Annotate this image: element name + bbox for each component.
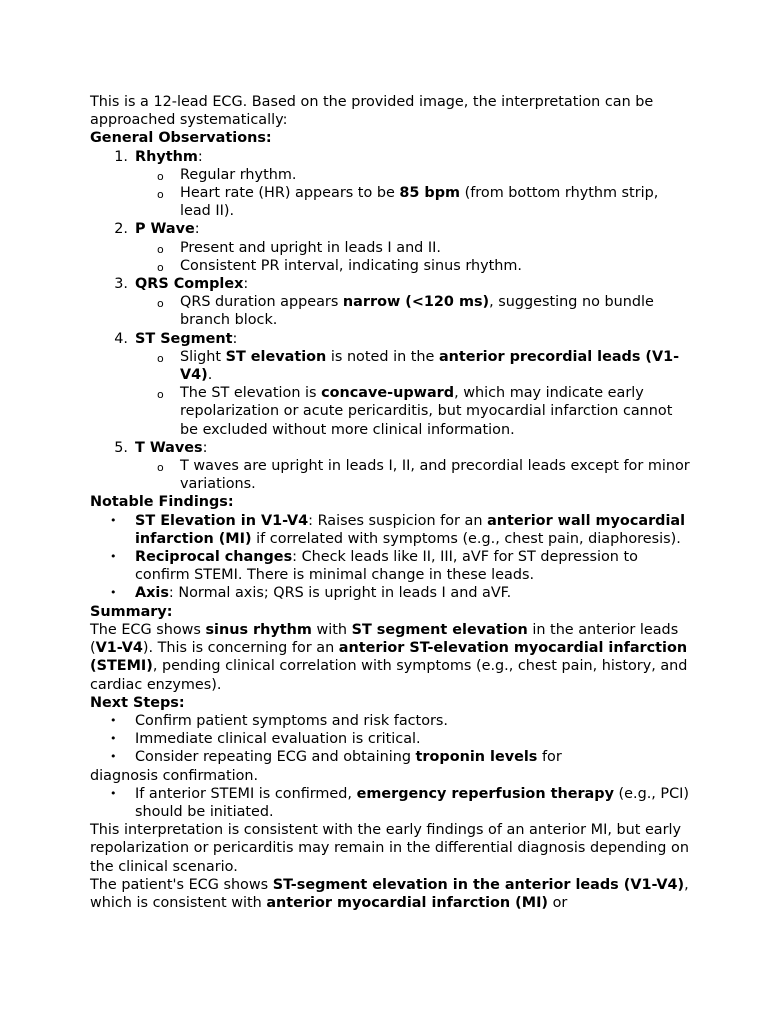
bold-text: ST Elevation in V1-V4 — [135, 512, 309, 529]
observation-detail-list — [135, 348, 690, 439]
list-number: 2. — [114, 221, 128, 238]
text-run: if correlated with symptoms (e.g., chest pain, diaphoresis). — [251, 530, 681, 547]
list-item — [90, 785, 690, 821]
observation-title: Rhythm — [135, 148, 198, 165]
observation-detail — [135, 384, 690, 439]
bold-text: V1-V4 — [95, 640, 143, 657]
text-run: (e.g., PCI) should be initiated. — [135, 785, 690, 820]
observation-detail-list — [135, 293, 690, 329]
circle-bullet-icon: o — [157, 242, 164, 256]
next-steps-list-continued — [90, 785, 690, 821]
intro-paragraph: This is a 12-lead ECG. Based on the provided image, the interpretation can be approached systematically: — [90, 94, 654, 129]
bold-text: Axis — [135, 585, 169, 602]
text-run: : Check leads like II, III, aVF for ST depression to confirm STEMI. There is minimal change in these leads. — [135, 549, 638, 584]
bullet-icon: • — [110, 786, 117, 800]
bold-text: sinus rhythm — [205, 621, 312, 638]
closing-paragraph: This interpretation is consistent with the early findings of an anterior MI, but early repolarization or pericarditis may remain in the differential diagnosis depending on the clinical scenario. — [90, 822, 689, 875]
observation-detail — [135, 457, 690, 493]
bullet-icon: • — [110, 513, 117, 527]
observation-detail — [135, 257, 690, 275]
text-run: Consistent PR interval, indicating sinus rhythm. — [180, 257, 522, 274]
circle-bullet-icon: o — [157, 388, 164, 402]
text-run: is noted in the — [326, 348, 439, 365]
general-observations-heading: General Observations: — [90, 130, 272, 147]
circle-bullet-icon: o — [157, 260, 164, 274]
text-run: : Normal axis; QRS is upright in leads I and aVF. — [168, 585, 512, 602]
next-step-consider-text — [110, 748, 562, 766]
list-item — [90, 712, 690, 730]
observation-detail — [135, 239, 690, 257]
bold-text: emergency reperfusion therapy — [356, 785, 614, 802]
bold-text: ST elevation — [225, 348, 327, 365]
text-run: Present and upright in leads I and II. — [180, 239, 441, 256]
bullet-icon: • — [110, 713, 117, 727]
observation-item: 2. P Wave: o Present and upright in leads I and II. o Consistent PR interval, indicating sinus rhythm. — [90, 220, 690, 275]
bold-text: anterior myocardial infarction (MI) — [266, 894, 549, 911]
list-item — [90, 584, 690, 602]
notable-findings-heading: Notable Findings: — [90, 494, 234, 511]
list-item — [90, 512, 690, 548]
observation-detail-list — [135, 166, 690, 221]
observation-detail — [135, 348, 690, 384]
text-run: : Raises suspicion for an — [308, 512, 488, 529]
text-run: for — [537, 749, 562, 766]
circle-bullet-icon: o — [157, 188, 164, 202]
text-run: The ECG shows — [90, 621, 206, 638]
text-run: The ST elevation is — [180, 385, 322, 402]
text-run: . — [207, 367, 213, 384]
list-number: 4. — [114, 330, 128, 347]
text-run: or — [548, 894, 568, 911]
observation-title: T Waves — [135, 439, 203, 456]
text-run: Regular rhythm. — [180, 166, 297, 183]
bold-text: ST-segment elevation in the anterior leads (V1-V4) — [272, 876, 685, 893]
text-run: If anterior STEMI is confirmed, — [135, 785, 357, 802]
notable-findings-list — [90, 512, 690, 603]
text-run: Confirm patient symptoms and risk factors. — [135, 712, 448, 729]
text-run: , which may indicate early repolarization or acute pericarditis, but myocardial infarction cannot be excluded without more clinical information. — [180, 385, 673, 438]
text-run: , suggesting no bundle branch block. — [180, 294, 654, 329]
document-body — [90, 93, 690, 912]
bold-text: Reciprocal changes — [135, 549, 293, 566]
bullet-icon: • — [110, 732, 117, 746]
list-item — [90, 730, 690, 748]
text-run: T waves are upright in leads I, II, and precordial leads except for minor variations. — [180, 458, 690, 493]
text-run: with — [311, 621, 352, 638]
text-run: (from bottom rhythm strip, lead II). — [180, 185, 659, 220]
text-run: , pending clinical correlation with symptoms (e.g., chest pain, history, and cardiac enzymes). — [90, 658, 688, 693]
next-steps-list — [90, 712, 690, 748]
bold-text: ST segment elevation — [351, 621, 528, 638]
next-step-consider-continuation: diagnosis confirmation. — [90, 767, 259, 784]
text-run: Heart rate (HR) appears to be — [180, 185, 400, 202]
bold-text: concave-upward — [321, 385, 455, 402]
bold-text: 85 bpm — [399, 185, 461, 202]
text-run: ). This is concerning for an — [142, 640, 339, 657]
circle-bullet-icon: o — [157, 461, 164, 475]
bullet-icon: • — [110, 550, 117, 564]
text-run: The patient's ECG shows — [90, 876, 273, 893]
observation-detail-list — [135, 239, 690, 275]
final-paragraph — [90, 876, 690, 912]
observation-title: ST Segment — [135, 330, 233, 347]
list-number: 3. — [114, 276, 128, 293]
observation-item: 5. T Waves: o T waves are upright in leads I, II, and precordial leads except for minor variations. — [90, 439, 690, 494]
text-run: Consider repeating ECG and obtaining — [135, 749, 416, 766]
observation-item: 4. ST Segment: o Slight ST elevation is noted in the anterior precordial leads (V1-V4). o The ST elevation is concave-upward, which may indicate early repolarization or acute pericarditis, but myocardial infarction cannot be excluded without more clinical information. — [90, 330, 690, 439]
observation-item: 3. QRS Complex: o QRS duration appears narrow (<120 ms), suggesting no bundle branch block. — [90, 275, 690, 330]
observation-detail — [135, 293, 690, 329]
observation-detail-list — [135, 457, 690, 493]
text-run: , which is consistent with — [90, 876, 689, 911]
text-run: in the anterior leads ( — [90, 621, 679, 657]
list-number: 1. — [114, 148, 128, 165]
bullet-icon: • — [110, 586, 117, 600]
circle-bullet-icon: o — [157, 169, 164, 183]
observation-detail — [135, 184, 690, 220]
text-run: Slight — [180, 348, 226, 365]
observations-list — [90, 148, 690, 494]
observation-title: QRS Complex — [135, 276, 244, 293]
observation-item: 1. Rhythm: o Regular rhythm. o Heart rate (HR) appears to be 85 bpm (from bottom rhythm strip, lead II). — [90, 148, 690, 221]
text-run: QRS duration appears — [180, 294, 343, 311]
observation-title: P Wave — [135, 221, 195, 238]
text-run: Immediate clinical evaluation is critical. — [135, 731, 421, 748]
circle-bullet-icon: o — [157, 351, 164, 365]
bold-text: troponin levels — [415, 749, 538, 766]
bold-text: anterior wall myocardial infarction (MI) — [135, 512, 686, 547]
bold-text: narrow (<120 ms) — [342, 294, 490, 311]
summary-heading: Summary: — [90, 603, 173, 620]
circle-bullet-icon: o — [157, 297, 164, 311]
bold-text: anterior ST-elevation myocardial infarction (STEMI) — [90, 640, 688, 675]
summary-paragraph — [90, 621, 690, 694]
list-item — [90, 548, 690, 584]
next-step-consider — [90, 748, 690, 784]
next-steps-heading: Next Steps: — [90, 694, 185, 711]
bullet-icon: • — [110, 750, 117, 764]
list-number: 5. — [114, 439, 128, 456]
observation-detail — [135, 166, 690, 184]
bold-text: anterior precordial leads (V1-V4) — [180, 348, 680, 384]
